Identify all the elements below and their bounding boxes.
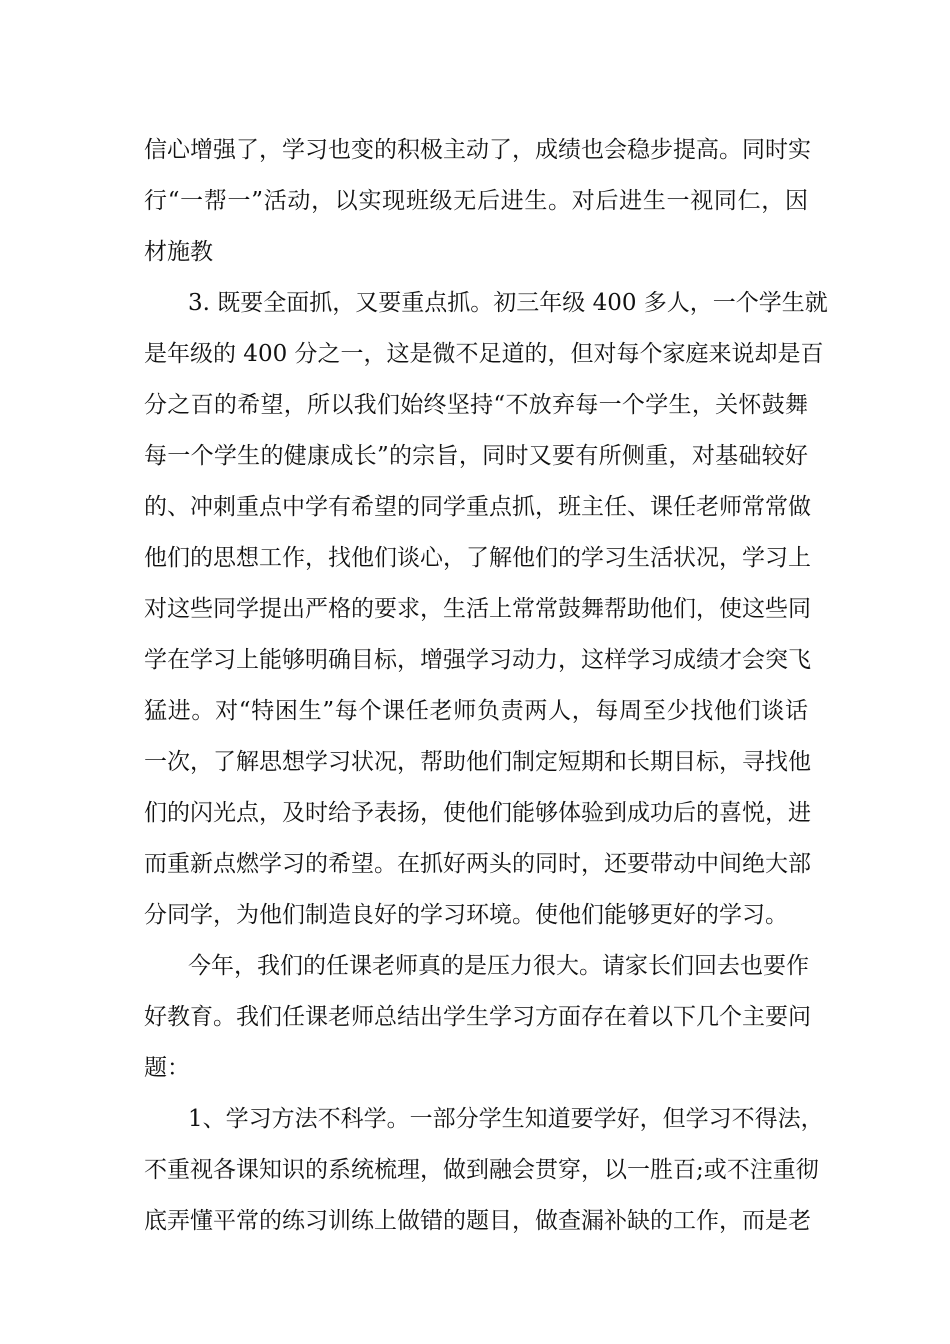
text-line: 的、冲刺重点中学有希望的同学重点抓，班主任、课任老师常常做 — [144, 494, 811, 520]
text-line: 材施教 — [144, 239, 213, 265]
text-line: 3. 既要全面抓，又要重点抓。初三年级 400 多人，一个学生就 — [188, 290, 828, 316]
text-line: 1、学习方法不科学。一部分学生知道要学好，但学习不得法， — [188, 1106, 824, 1132]
text-line: 们的闪光点，及时给予表扬，使他们能够体验到成功后的喜悦，进 — [144, 800, 811, 826]
text-line: 信心增强了，学习也变的积极主动了，成绩也会稳步提高。同时实 — [144, 137, 811, 163]
text-line: 好教育。我们任课老师总结出学生学习方面存在着以下几个主要问 — [144, 1004, 811, 1030]
text-line: 他们的思想工作，找他们谈心，了解他们的学习生活状况，学习上 — [144, 545, 811, 571]
text-line: 行“一帮一”活动，以实现班级无后进生。对后进生一视同仁，因 — [144, 188, 808, 214]
text-line: 一次，了解思想学习状况，帮助他们制定短期和长期目标，寻找他 — [144, 749, 811, 775]
text-line: 是年级的 400 分之一，这是微不足道的，但对每个家庭来说却是百 — [144, 341, 824, 367]
text-line: 分之百的希望，所以我们始终坚持“不放弃每一个学生，关怀鼓舞 — [144, 392, 808, 418]
text-line: 而重新点燃学习的希望。在抓好两头的同时，还要带动中间绝大部 — [144, 851, 811, 877]
text-line: 不重视各课知识的系统梳理，做到融会贯穿，以一胜百;或不注重彻 — [144, 1157, 819, 1183]
text-line: 题： — [144, 1055, 190, 1081]
text-line: 分同学，为他们制造良好的学习环境。使他们能够更好的学习。 — [144, 902, 788, 928]
text-line: 猛进。对“特困生”每个课任老师负责两人，每周至少找他们谈话 — [144, 698, 808, 724]
text-line: 对这些同学提出严格的要求，生活上常常鼓舞帮助他们，使这些同 — [144, 596, 811, 622]
text-line: 学在学习上能够明确目标，增强学习动力，这样学习成绩才会突飞 — [144, 647, 811, 673]
text-line: 底弄懂平常的练习训练上做错的题目，做查漏补缺的工作，而是老 — [144, 1208, 811, 1234]
text-line: 每一个学生的健康成长”的宗旨，同时又要有所侧重，对基础较好 — [144, 443, 808, 469]
text-line: 今年，我们的任课老师真的是压力很大。请家长们回去也要作 — [188, 953, 809, 979]
